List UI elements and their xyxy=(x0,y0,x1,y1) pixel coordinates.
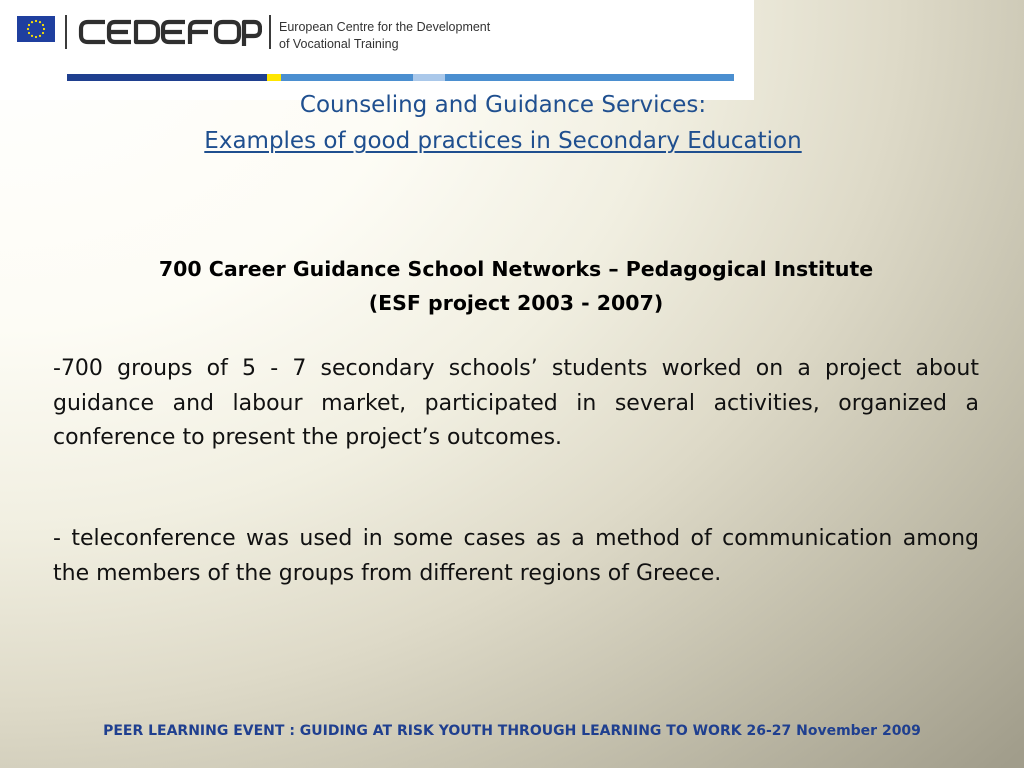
stripe-segment xyxy=(267,74,281,81)
body-paragraph: -700 groups of 5 - 7 secondary schools’ students worked on a project about guidance and labour market, participated in several activities, organized a conference to present the project’s outcomes. xyxy=(53,356,979,450)
section-heading xyxy=(0,252,1024,320)
organization-name-line-2: of Vocational Training xyxy=(279,37,399,51)
cedefop-wordmark-logo xyxy=(78,12,262,52)
header-logo-band xyxy=(0,0,754,100)
slide-title: Counseling and Guidance Services: xyxy=(299,92,707,118)
footer-event-caption: PEER LEARNING EVENT : GUIDING AT RISK YOUTH THROUGH LEARNING TO WORK 26-27 November 2009 xyxy=(103,723,921,739)
stripe-segment xyxy=(281,74,413,81)
section-heading-line-1: 700 Career Guidance School Networks – Pedagogical Institute xyxy=(158,257,874,281)
organization-name xyxy=(279,19,490,53)
organization-name-line-1: European Centre for the Development xyxy=(279,20,491,34)
stripe-segment xyxy=(67,74,267,81)
stripe-segment xyxy=(413,74,445,81)
logo-divider xyxy=(65,15,67,49)
logo-divider xyxy=(269,15,271,49)
slide-subtitle: Examples of good practices in Secondary Education xyxy=(204,128,802,154)
eu-flag-icon xyxy=(17,16,55,42)
body-paragraph: - teleconference was used in some cases as a method of communication among the members of the groups from different regions of Greece. xyxy=(53,526,979,586)
brand-color-stripe xyxy=(67,74,734,81)
stripe-segment xyxy=(445,74,734,81)
section-heading-line-2: (ESF project 2003 - 2007) xyxy=(368,291,664,315)
